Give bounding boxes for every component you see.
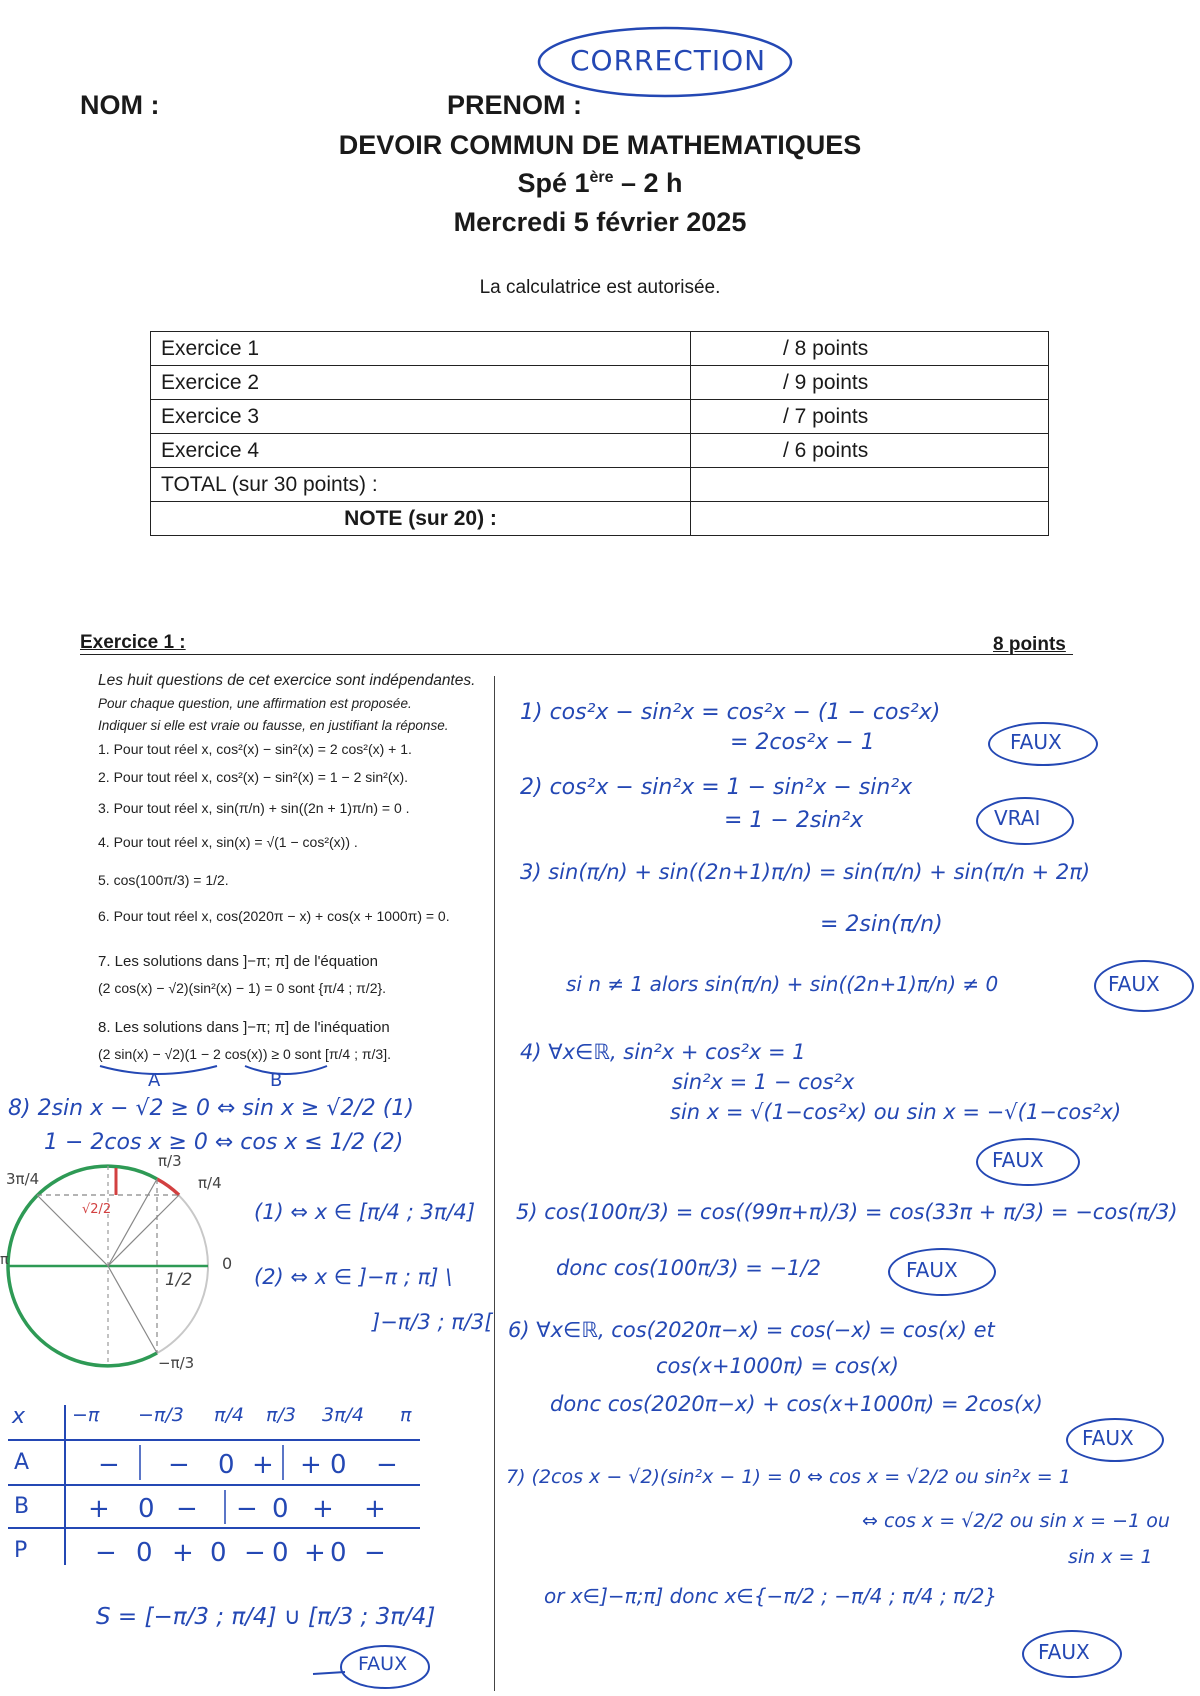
exercise1-rule — [80, 654, 1073, 655]
sign: − — [176, 1494, 198, 1524]
verdict-4: FAUX — [992, 1148, 1044, 1172]
condition-2a: (2) ⇔ x ∈ ]−π ; π] \ — [254, 1265, 453, 1289]
answer-4: 4) ∀x∈ℝ, sin²x + cos²x = 1 — [520, 1040, 806, 1064]
question-2: 2. Pour tout réel x, cos²(x) − sin²(x) = 1 − 2 sin²(x). — [98, 769, 409, 785]
sign: + — [304, 1538, 326, 1568]
circle-label-sqrt2-2: √2/2 — [82, 1202, 112, 1217]
condition-1: (1) ⇔ x ∈ [π/4 ; 3π/4] — [254, 1200, 476, 1224]
prenom-label: PRENOM : — [447, 90, 582, 120]
sign-table-head: −π/3 — [138, 1404, 184, 1426]
answer-6-line3: donc cos(2020π−x) + cos(x+1000π) = 2cos(x) — [550, 1392, 1043, 1416]
sign: 0 — [210, 1538, 227, 1568]
sign-table-head: −π — [72, 1404, 100, 1426]
answer-7: 7) (2cos x − √2)(sin²x − 1) = 0 ⇔ cos x = √2/2 ou sin²x = 1 — [506, 1466, 1071, 1488]
sign: − — [364, 1538, 386, 1568]
table-row — [151, 400, 1049, 434]
sign: 0 — [138, 1494, 155, 1524]
answer-7-line3: sin x = 1 — [1068, 1546, 1153, 1568]
verdict-7: FAUX — [1038, 1640, 1090, 1664]
circle-label-minus-pi3: −π/3 — [158, 1354, 195, 1372]
sign-table-head: π — [400, 1404, 412, 1426]
row-points: / 9 points — [691, 366, 1049, 400]
row-label-a: A — [14, 1450, 30, 1475]
column-divider — [494, 676, 495, 1691]
verdict-1: FAUX — [1010, 730, 1062, 754]
exam-date: Mercredi 5 février 2025 — [453, 207, 747, 237]
answer-6: 6) ∀x∈ℝ, cos(2020π−x) = cos(−x) = cos(x) et — [508, 1318, 995, 1342]
sign: + — [300, 1450, 322, 1480]
sign: 0 — [272, 1538, 289, 1568]
question-4: 4. Pour tout réel x, sin(x) = √(1 − cos²(x)) . — [98, 834, 358, 850]
table-row — [151, 366, 1049, 400]
answer-2: 2) cos²x − sin²x = 1 − sin²x − sin²x — [520, 775, 913, 800]
row-label-p: P — [14, 1538, 28, 1563]
answer-1: 1) cos²x − sin²x = cos²x − (1 − cos²x) — [520, 700, 941, 725]
score-table — [150, 331, 1049, 536]
sign: 0 — [272, 1494, 289, 1524]
brace-label-b: B — [270, 1070, 283, 1091]
question-7-equation: (2 cos(x) − √2)(sin²(x) − 1) = 0 sont {π/4 ; π/2}. — [98, 980, 387, 996]
sign: + — [364, 1494, 386, 1524]
sign: − — [236, 1494, 258, 1524]
total-value — [691, 468, 1049, 502]
verdict-5: FAUX — [906, 1258, 958, 1282]
answer-7-line2: ⇔ cos x = √2/2 ou sin x = −1 ou — [862, 1510, 1170, 1532]
sign: + — [88, 1494, 110, 1524]
intro-line: Indiquer si elle est vraie ou fausse, en justifiant la réponse. — [98, 718, 449, 733]
circle-label-pi3: π/3 — [158, 1152, 182, 1170]
sign: + — [172, 1538, 194, 1568]
row-points: / 6 points — [691, 434, 1049, 468]
answer-6-line2: cos(x+1000π) = cos(x) — [656, 1354, 899, 1378]
table-row — [151, 332, 1049, 366]
ab-braces — [95, 1062, 335, 1084]
q8-line1: 8) 2sin x − √2 ≥ 0 ⇔ sin x ≥ √2/2 (1) — [8, 1096, 414, 1121]
verdict-2: VRAI — [994, 806, 1041, 830]
note-value — [691, 502, 1049, 536]
answer-1-line2: = 2cos²x − 1 — [730, 730, 875, 755]
circle-label-pi: π — [0, 1252, 9, 1268]
row-label: Exercice 4 — [151, 434, 691, 468]
row-points: / 8 points — [691, 332, 1049, 366]
correction-stamp: CORRECTION — [570, 44, 767, 77]
note-label: NOTE (sur 20) : — [151, 502, 691, 536]
row-label: Exercice 3 — [151, 400, 691, 434]
verdict-left: FAUX — [358, 1653, 408, 1675]
answer-2-line2: = 1 − 2sin²x — [724, 808, 864, 833]
exercise1-title: Exercice 1 : — [80, 632, 186, 653]
circle-label-pi4: π/4 — [198, 1174, 222, 1192]
condition-2b: ]−π/3 ; π/3[ — [372, 1310, 493, 1334]
row-label: Exercice 1 — [151, 332, 691, 366]
sign: 0 — [330, 1538, 347, 1568]
sign: 0 — [330, 1450, 347, 1480]
page-title: DEVOIR COMMUN DE MATHEMATIQUES — [338, 130, 862, 160]
sign: − — [95, 1538, 117, 1568]
table-row — [151, 434, 1049, 468]
q8-line2: 1 − 2cos x ≥ 0 ⇔ cos x ≤ 1/2 (2) — [44, 1130, 404, 1155]
answer-3: 3) sin(π/n) + sin((2n+1)π/n) = sin(π/n) + sin(π/n + 2π) — [520, 860, 1091, 884]
sign: − — [168, 1450, 190, 1480]
row-label: Exercice 2 — [151, 366, 691, 400]
sign-table-head: π/3 — [266, 1404, 296, 1426]
sign: − — [244, 1538, 266, 1568]
answer-4-line3: sin x = √(1−cos²x) ou sin x = −√(1−cos²x) — [670, 1100, 1122, 1124]
answer-3-line2: = 2sin(π/n) — [820, 912, 943, 937]
total-label: TOTAL (sur 30 points) : — [151, 468, 691, 502]
question-5: 5. cos(100π/3) = 1/2. — [98, 872, 229, 888]
exercise1-points: 8 points — [993, 634, 1066, 655]
sign: − — [376, 1450, 398, 1480]
answer-5: 5) cos(100π/3) = cos((99π+π)/3) = cos(33π + π/3) = −cos(π/3) — [516, 1200, 1178, 1224]
question-7: 7. Les solutions dans ]−π; π] de l'équation — [98, 953, 378, 970]
calculator-note: La calculatrice est autorisée. — [479, 277, 721, 298]
answer-3-line3: si n ≠ 1 alors sin(π/n) + sin((2n+1)π/n) ≠ 0 — [566, 972, 999, 996]
question-8-inequation: (2 sin(x) − √2)(1 − 2 cos(x)) ≥ 0 sont [π/4 ; π/3]. — [98, 1046, 391, 1062]
sign-table-head: 3π/4 — [322, 1404, 365, 1426]
sign: + — [312, 1494, 334, 1524]
circle-label-half: 1/2 — [165, 1270, 193, 1290]
verdict-3: FAUX — [1108, 972, 1160, 996]
question-1: 1. Pour tout réel x, cos²(x) − sin²(x) = 2 cos²(x) + 1. — [98, 741, 412, 757]
row-label-b: B — [14, 1494, 30, 1519]
verdict-6: FAUX — [1082, 1426, 1134, 1450]
solution-set: S = [−π/3 ; π/4] ∪ [π/3 ; 3π/4] — [96, 1604, 436, 1630]
row-points: / 7 points — [691, 400, 1049, 434]
brace-label-a: A — [148, 1070, 161, 1091]
sign: + — [252, 1450, 274, 1480]
answer-5-line2: donc cos(100π/3) = −1/2 — [556, 1256, 821, 1280]
circle-label-3pi4: 3π/4 — [6, 1170, 40, 1188]
table-row — [151, 468, 1049, 502]
question-8: 8. Les solutions dans ]−π; π] de l'inéquation — [98, 1019, 390, 1036]
sign: − — [98, 1450, 120, 1480]
question-3: 3. Pour tout réel x, sin(π/n) + sin((2n + 1)π/n) = 0 . — [98, 800, 410, 816]
sign: 0 — [218, 1450, 235, 1480]
level-line: Spé 1ère – 2 h — [517, 168, 683, 198]
sign-table-head: π/4 — [214, 1404, 244, 1426]
sign: 0 — [136, 1538, 153, 1568]
intro-line: Pour chaque question, une affirmation est proposée. — [98, 696, 412, 711]
question-6: 6. Pour tout réel x, cos(2020π − x) + cos(x + 1000π) = 0. — [98, 908, 450, 924]
table-row — [151, 502, 1049, 536]
answer-7-line4: or x∈]−π;π] donc x∈{−π/2 ; −π/4 ; π/4 ; π/2} — [544, 1584, 998, 1608]
answer-4-line2: sin²x = 1 − cos²x — [672, 1070, 855, 1094]
circle-label-zero: 0 — [222, 1254, 233, 1273]
sign-table-x: x — [12, 1404, 26, 1429]
nom-label: NOM : — [80, 90, 160, 120]
intro-line: Les huit questions de cet exercice sont indépendantes. — [98, 672, 476, 689]
